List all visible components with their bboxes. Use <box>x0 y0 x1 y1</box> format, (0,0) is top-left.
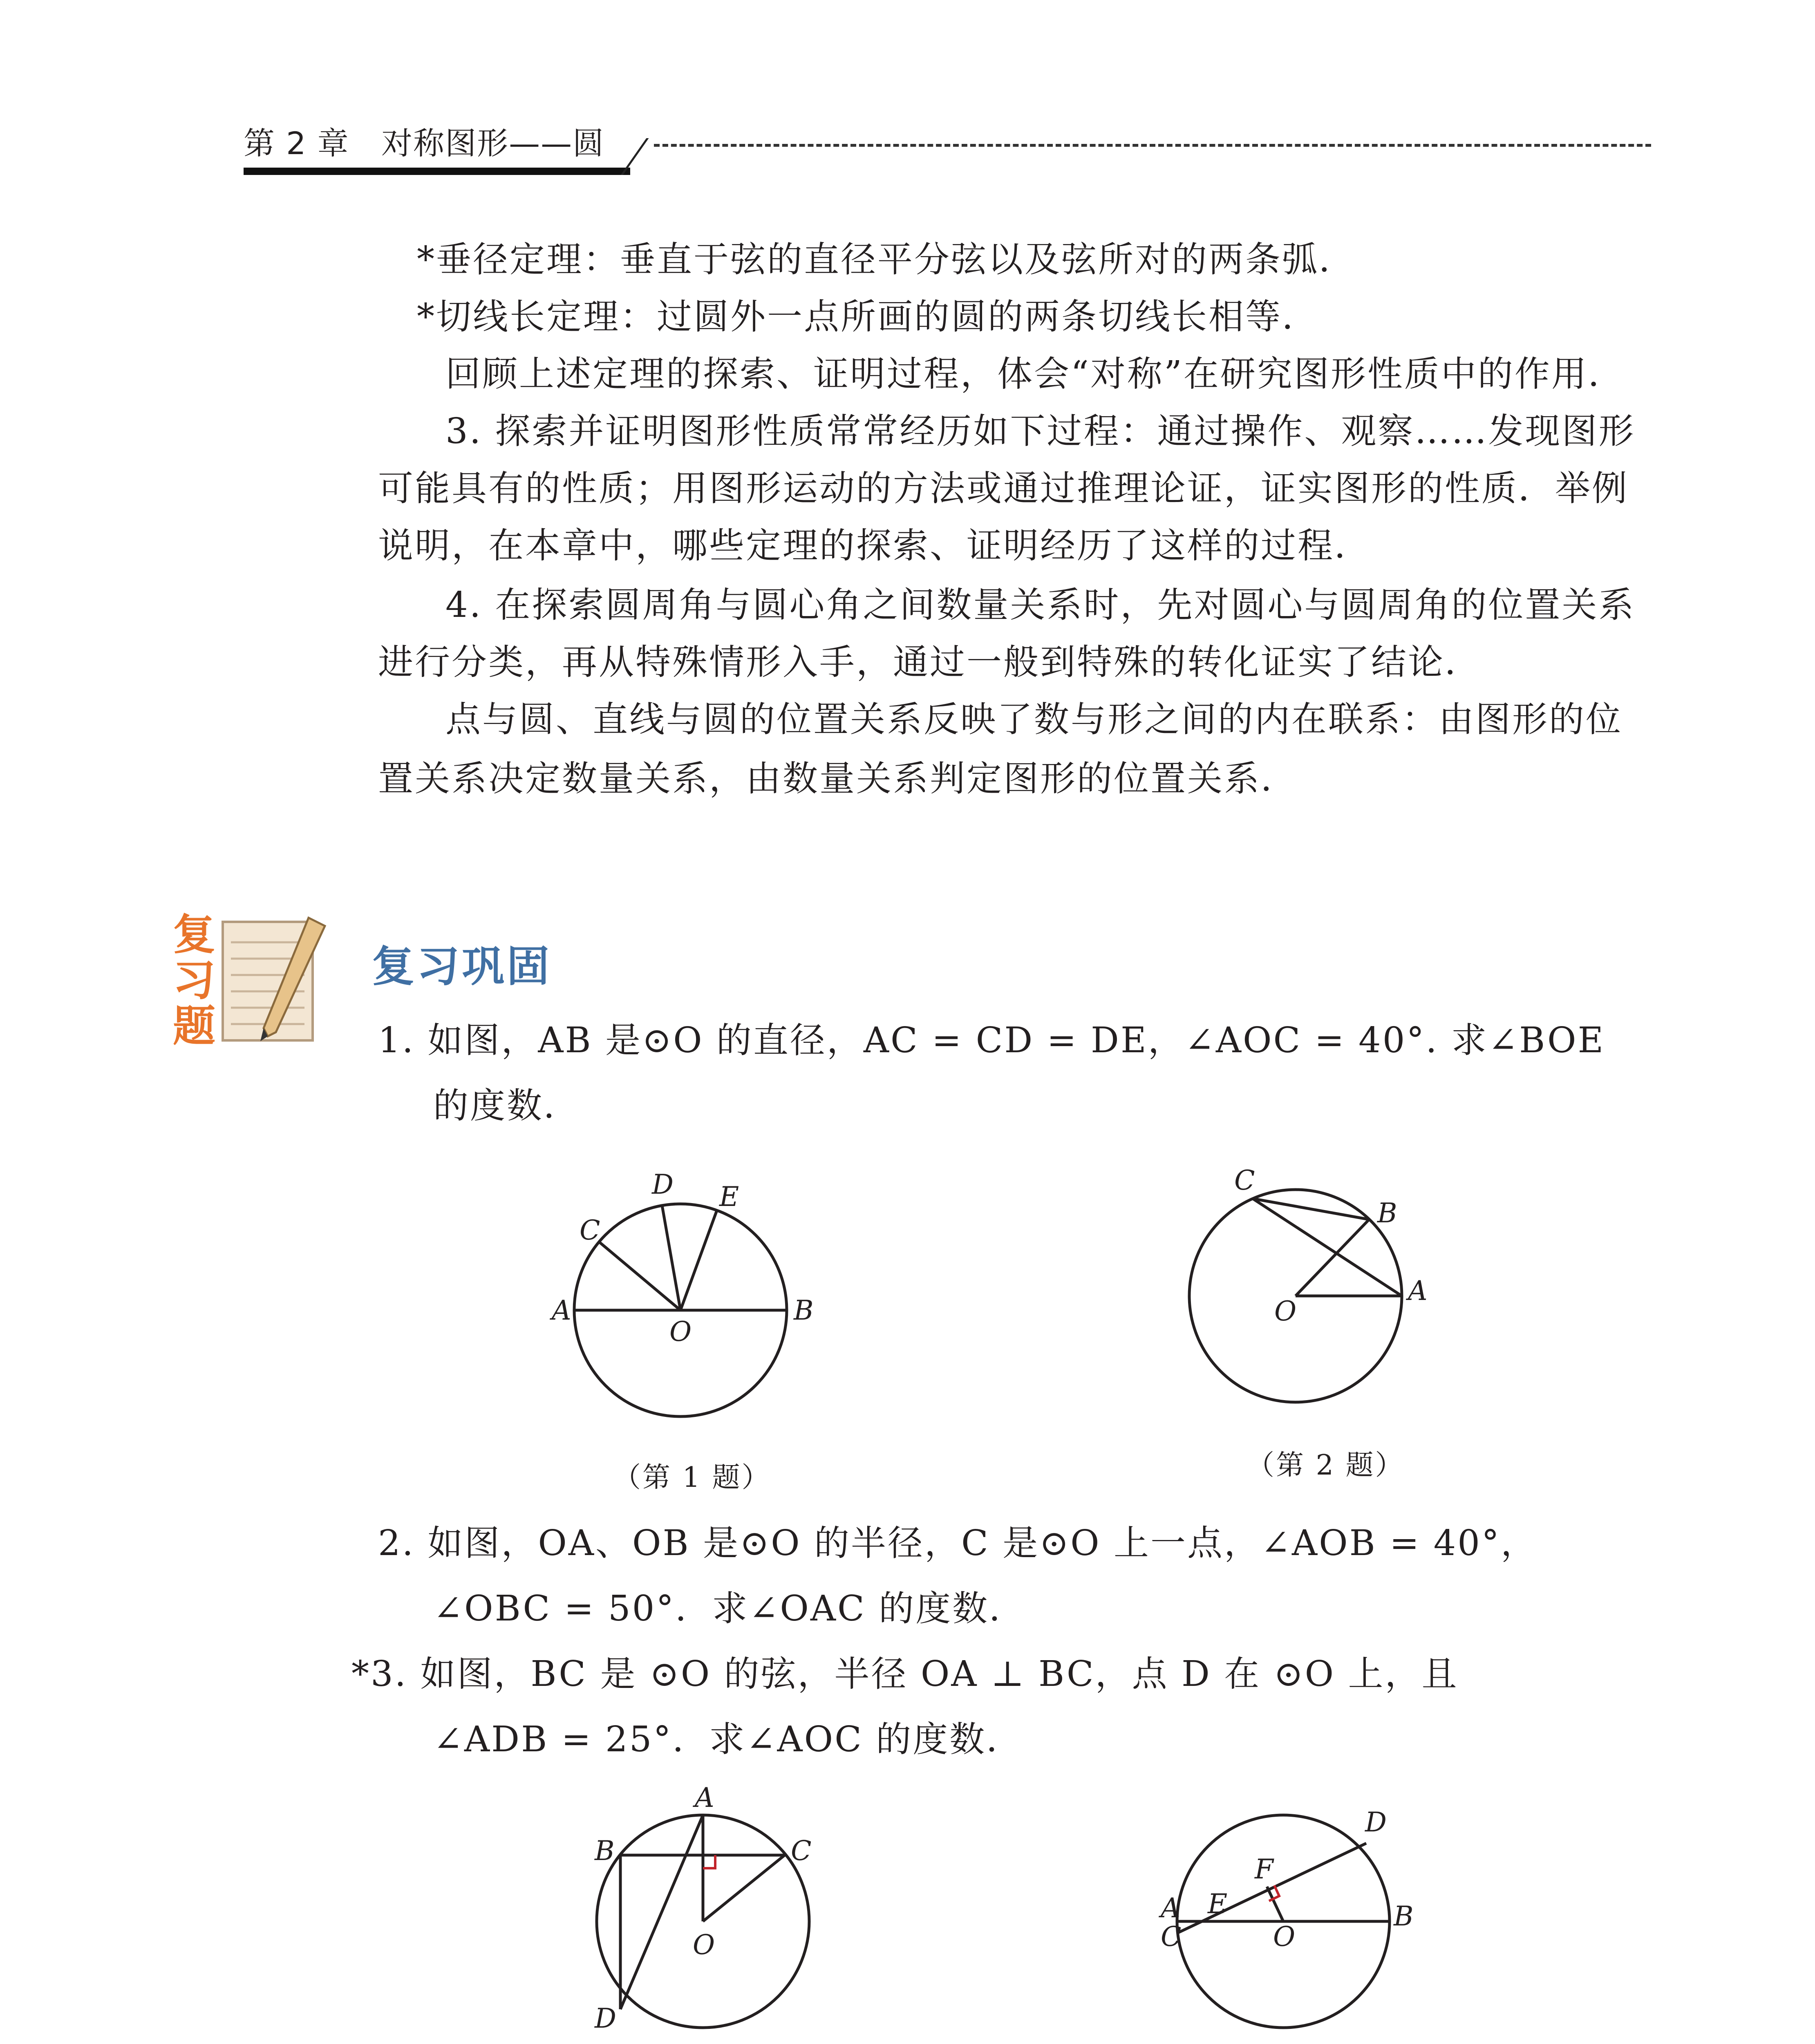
label-B: B <box>1394 1901 1414 1932</box>
chapter-header <box>244 119 604 163</box>
label-D: D <box>595 2003 616 2034</box>
problem-1-line2: 的度数． <box>433 1085 580 1126</box>
label-B: B <box>1377 1197 1397 1229</box>
label-A: A <box>1408 1275 1428 1307</box>
label-E: E <box>719 1181 739 1213</box>
problem-3-line2: ∠ADB = 25°．求∠AOC 的度数． <box>433 1719 1023 1760</box>
body-line: 点与圆、直线与圆的位置关系反映了数与形之间的内在联系：由图形的位 <box>445 699 1623 740</box>
chapter-number: 第 2 章 <box>244 125 349 161</box>
body-line: 进行分类，再从特殊情形入手，通过一般到特殊的转化证实了结论． <box>378 642 1482 683</box>
label-C: C <box>1234 1165 1255 1196</box>
label-O: O <box>1273 1921 1296 1952</box>
problem-2-line1: 2. 如图，OA、OB 是⊙O 的半径，C 是⊙O 上一点，∠AOB = 40°， <box>378 1523 1538 1564</box>
badge-char: 题 <box>172 1001 215 1051</box>
badge-char: 习 <box>172 955 215 1005</box>
body-line: 3. 探索并证明图形性质常常经历如下过程：通过操作、观察……发现图形 <box>445 411 1636 452</box>
label-C: C <box>1161 1921 1182 1952</box>
body-line: 可能具有的性质；用图形运动的方法或通过推理论证，证实图形的性质．举例 <box>378 468 1629 509</box>
body-line: 回顾上述定理的探索、证明过程，体会“对称”在研究图形性质中的作用． <box>445 354 1625 394</box>
header-underline <box>244 168 630 175</box>
section-title: 复习巩固 <box>372 941 552 991</box>
label-A: A <box>1161 1892 1180 1924</box>
body-line: 说明，在本章中，哪些定理的探索、证明经历了这样的过程． <box>378 525 1371 566</box>
label-A: A <box>552 1295 571 1326</box>
label-O: O <box>669 1316 692 1347</box>
body-line: *垂径定理：垂直于弦的直径平分弦以及弦所对的两条弧． <box>417 239 1356 280</box>
label-F: F <box>1255 1853 1273 1885</box>
label-O: O <box>693 1929 715 1961</box>
badge-char: 复 <box>172 910 215 959</box>
figure-2 <box>1173 1165 1459 1437</box>
label-C: C <box>580 1215 600 1246</box>
label-E: E <box>1208 1888 1228 1920</box>
problem-1-line1 <box>378 1020 1605 1061</box>
body-line: *切线长定理：过圆外一点所画的圆的两条切线长相等． <box>417 296 1319 337</box>
label-D: D <box>1365 1806 1387 1838</box>
problem-text: 1. 如图，AB 是⊙O 的直径，AC = CD = DE，∠AOC = 40°. 求∠BOE <box>378 1020 1605 1061</box>
label-A: A <box>695 1782 714 1813</box>
label-C: C <box>791 1835 812 1867</box>
notebook-pencil-icon <box>215 910 337 1049</box>
figure-1 <box>544 1165 830 1437</box>
header-slash <box>620 138 653 175</box>
header-dashed-rule <box>654 144 1651 147</box>
body-line: 置关系决定数量关系，由数量关系判定图形的位置关系． <box>378 758 1298 799</box>
body-line: 4. 在探索圆周角与圆心角之间数量关系时，先对圆心与圆周角的位置关系 <box>445 585 1636 625</box>
label-D: D <box>652 1169 674 1200</box>
chapter-title: 对称图形——圆 <box>381 125 605 161</box>
label-B: B <box>595 1835 615 1867</box>
figure-1-caption: （第 1 题） <box>613 1461 771 1494</box>
figure-3 <box>572 1782 858 2044</box>
problem-3-line1: *3. 如图，BC 是 ⊙O 的弦，半径 OA ⊥ BC，点 D 在 ⊙O 上，且 <box>351 1654 1459 1694</box>
label-B: B <box>794 1295 814 1326</box>
figure-4 <box>1144 1799 1471 2044</box>
label-O: O <box>1274 1295 1297 1327</box>
problem-2-line2: ∠OBC = 50°．求∠OAC 的度数． <box>433 1588 1026 1629</box>
figure-2-caption: （第 2 题） <box>1247 1449 1405 1481</box>
